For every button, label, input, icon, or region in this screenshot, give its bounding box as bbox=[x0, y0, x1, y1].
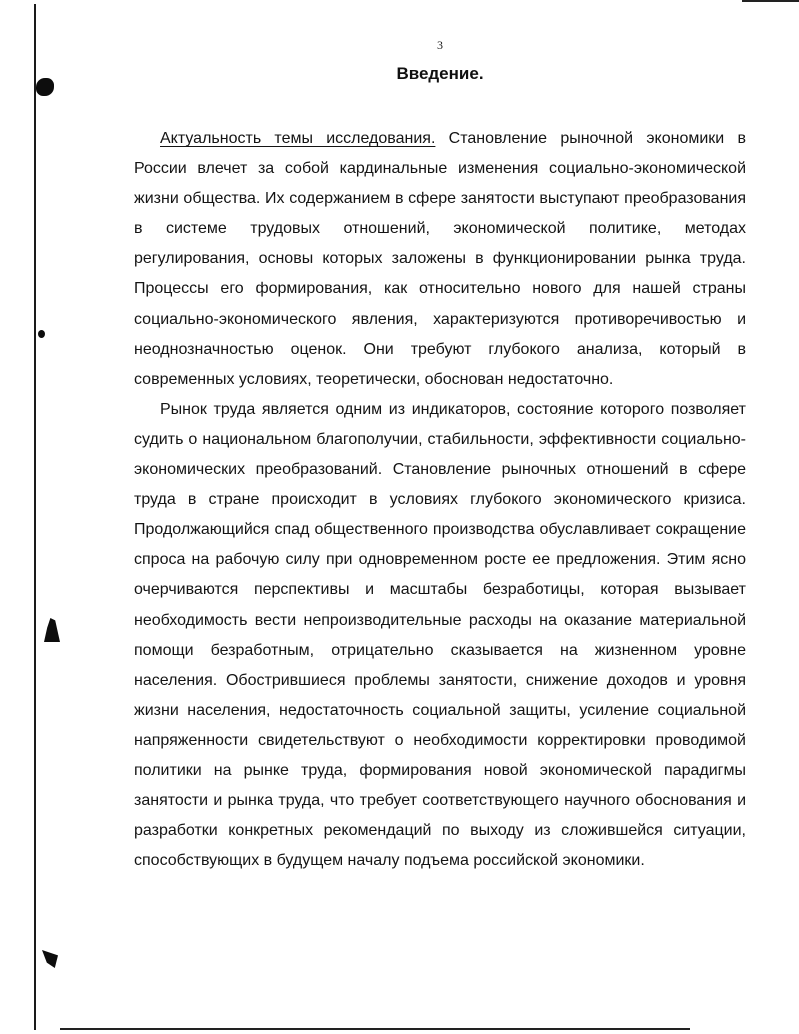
scan-binding-line bbox=[34, 4, 36, 1030]
page-title: Введение. bbox=[396, 64, 484, 83]
punch-hole-mark bbox=[44, 618, 60, 642]
scan-top-edge bbox=[742, 0, 799, 2]
punch-hole-mark bbox=[42, 950, 58, 968]
section-lead: Актуальность темы исследования. bbox=[160, 130, 436, 147]
paragraph bbox=[134, 395, 746, 877]
paragraph bbox=[134, 124, 746, 395]
punch-hole-mark bbox=[38, 330, 45, 338]
paragraph-text: Становление рыночной экономики в России влечет за собой кардинальные изменения социально-экономической жизни общества. Их содержанием в сфере занятости выступают преобразования в системе трудовых отношений, экономической политике, методах регулирования, основы которых заложены в функционировании рынка труда. Процессы его формирования, как относительно нового для нашей страны социально-экономического явления, характеризуются противоречивостью и неоднозначностью оценок. Они требуют глубокого анализа, который в современных условиях, теоретически, обоснован недостаточно. bbox=[134, 130, 747, 388]
page-number: 3 bbox=[437, 38, 443, 52]
paragraph-text: Рынок труда является одним из индикаторов, состояние которого позволяет судить о национальном благополучии, стабильности, эффективности социально-экономических преобразований. Становление рыночных отношений в сфере труда в стране происходит в условиях глубокого экономического кризиса. Продолжающийся спад общественного производства обуславливает сокращение спроса на рабочую силу при одновременном росте ее предложения. Этим ясно очерчиваются перспективы и масштабы безработицы, которая вызывает необходимость вести непроизводительные расходы на оказание материальной помощи безработным, отрицательно сказывается на жизненном уровне населения. Обострившиеся проблемы занятости, снижение доходов и уровня жизни населения, недостаточность социальной защиты, усиление социальной напряженности свидетельствуют о необходимости корректировки проводимой политики на рынке труда, формирования новой экономической парадигмы занятости и рынка труда, что требует соответствующего научного обоснования и разработки конкретных рекомендаций по выходу из сложившейся ситуации, способствующих в будущем началу подъема российской экономики. bbox=[134, 400, 746, 870]
punch-hole-mark bbox=[36, 78, 54, 96]
body-text bbox=[134, 124, 746, 876]
scan-bottom-edge bbox=[60, 1028, 690, 1030]
